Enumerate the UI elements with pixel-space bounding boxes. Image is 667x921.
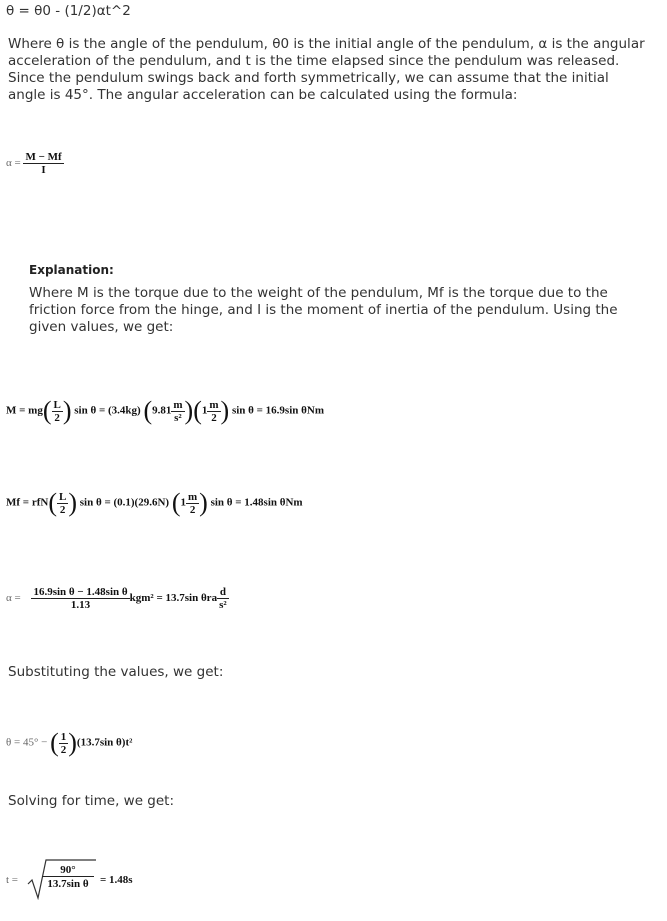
formula-m-p3-pre: 1 bbox=[201, 404, 208, 417]
formula-theta-tail: (13.7sin θ)t² bbox=[76, 736, 133, 749]
formula-m-f1-den: 2 bbox=[54, 411, 60, 424]
formula-alpha2-denominator: 1.13 bbox=[70, 599, 91, 611]
formula-m-f3-den: 2 bbox=[211, 411, 217, 424]
explanation-heading: Explanation: bbox=[29, 263, 114, 277]
formula-m-f2-num: m bbox=[173, 398, 183, 411]
formula-mf: Mf = rfN( $\frac{L}{2}$ ) sin θ = (0.1)(29.6N) (1 $\frac{m}{2}$ ) sin θ = 1.48sin θNm bbox=[6, 488, 303, 517]
formula-m-f1-num: L bbox=[53, 398, 61, 411]
formula-alpha-denominator: I bbox=[41, 164, 46, 176]
formula-theta-f-num: 1 bbox=[60, 730, 67, 743]
formula-m-p2-pre: 9.81 bbox=[152, 404, 172, 417]
formula-alpha2-f2-num: d bbox=[217, 586, 229, 599]
explanation-text: Where M is the torque due to the weight of the pendulum, Mf is the torque due to the friction force from the hinge, and I is the moment of inertia of the pendulum. Using the given values, we get: bbox=[29, 285, 618, 335]
formula-t-tail: = 1.48s bbox=[100, 874, 133, 886]
intro-paragraph: Where θ is the angle of the pendulum, θ0 is the initial angle of the pendulum, α is the angular acceleration of the pendulum, and t is the time elapsed since the pendulum was released. Since the pendulum swings back and forth symmetrically, we can assume that the initial angle is 45°. The angular acceleration can be calculated using the formula: bbox=[8, 36, 645, 103]
formula-alpha2-f2-den: s² bbox=[219, 599, 227, 611]
formula-mf-f2-den: 2 bbox=[189, 503, 196, 516]
explanation-block bbox=[29, 262, 639, 336]
formula-t bbox=[6, 856, 206, 902]
formula-m-f2-den: s² bbox=[174, 411, 182, 424]
formula-alpha-lhs: α = bbox=[6, 157, 21, 170]
formula-m: M = mg( $\frac{L}{2}$ ) sin θ = (3.4kg) (9.81 $\frac{m}{\text{s²}}$ )(1 $\frac{m}{2}$ ) sin θ = 16.9sin θNm bbox=[6, 396, 324, 425]
formula-mf-tail: sin θ = 1.48sin θNm bbox=[210, 496, 303, 509]
formula-alpha2-lhs: α = bbox=[6, 592, 21, 605]
formula-mf-p2-pre: 1 bbox=[180, 496, 186, 509]
substituting-text: Substituting the values, we get: bbox=[8, 664, 224, 680]
formula-alpha2-numerator: 16.9sin θ − 1.48sin θ bbox=[33, 586, 128, 598]
formula-t-lhs: t = bbox=[6, 874, 19, 886]
formula-m-f3-num: m bbox=[209, 398, 219, 411]
formula-mf-f1-den: 2 bbox=[59, 503, 66, 516]
formula-mf-f2-num: m bbox=[187, 490, 198, 503]
formula-theta-lhs: θ = 45° − bbox=[6, 736, 48, 749]
formula-alpha bbox=[6, 151, 64, 176]
formula-t-denominator: 13.7sin θ bbox=[47, 878, 89, 890]
formula-m-tail: sin θ = 16.9sin θNm bbox=[231, 404, 324, 417]
formula-m-lhs: M = mg bbox=[6, 404, 43, 417]
formula-mf-p1: sin θ = (0.1)(29.6N) bbox=[79, 496, 170, 509]
formula-m-p1: sin θ = (3.4kg) bbox=[74, 404, 141, 417]
formula-mf-f1-num: L bbox=[58, 490, 67, 503]
solving-text: Solving for time, we get: bbox=[8, 793, 175, 809]
formula-mf-lhs: Mf = rfN bbox=[6, 496, 49, 509]
formula-theta-f-den: 2 bbox=[60, 743, 67, 756]
formula-theta: θ = 45° − ( $\frac{1}{2}$ )(13.7sin θ)t² bbox=[6, 728, 133, 757]
top-equation: θ = θ0 - (1/2)αt^2 bbox=[6, 3, 131, 19]
formula-alpha2-mid: kgm² = 13.7sin θra bbox=[129, 592, 218, 605]
formula-t-numerator: 90° bbox=[42, 864, 94, 877]
formula-alpha-numerator: M − Mf bbox=[25, 151, 62, 163]
formula-alpha2 bbox=[6, 586, 229, 611]
